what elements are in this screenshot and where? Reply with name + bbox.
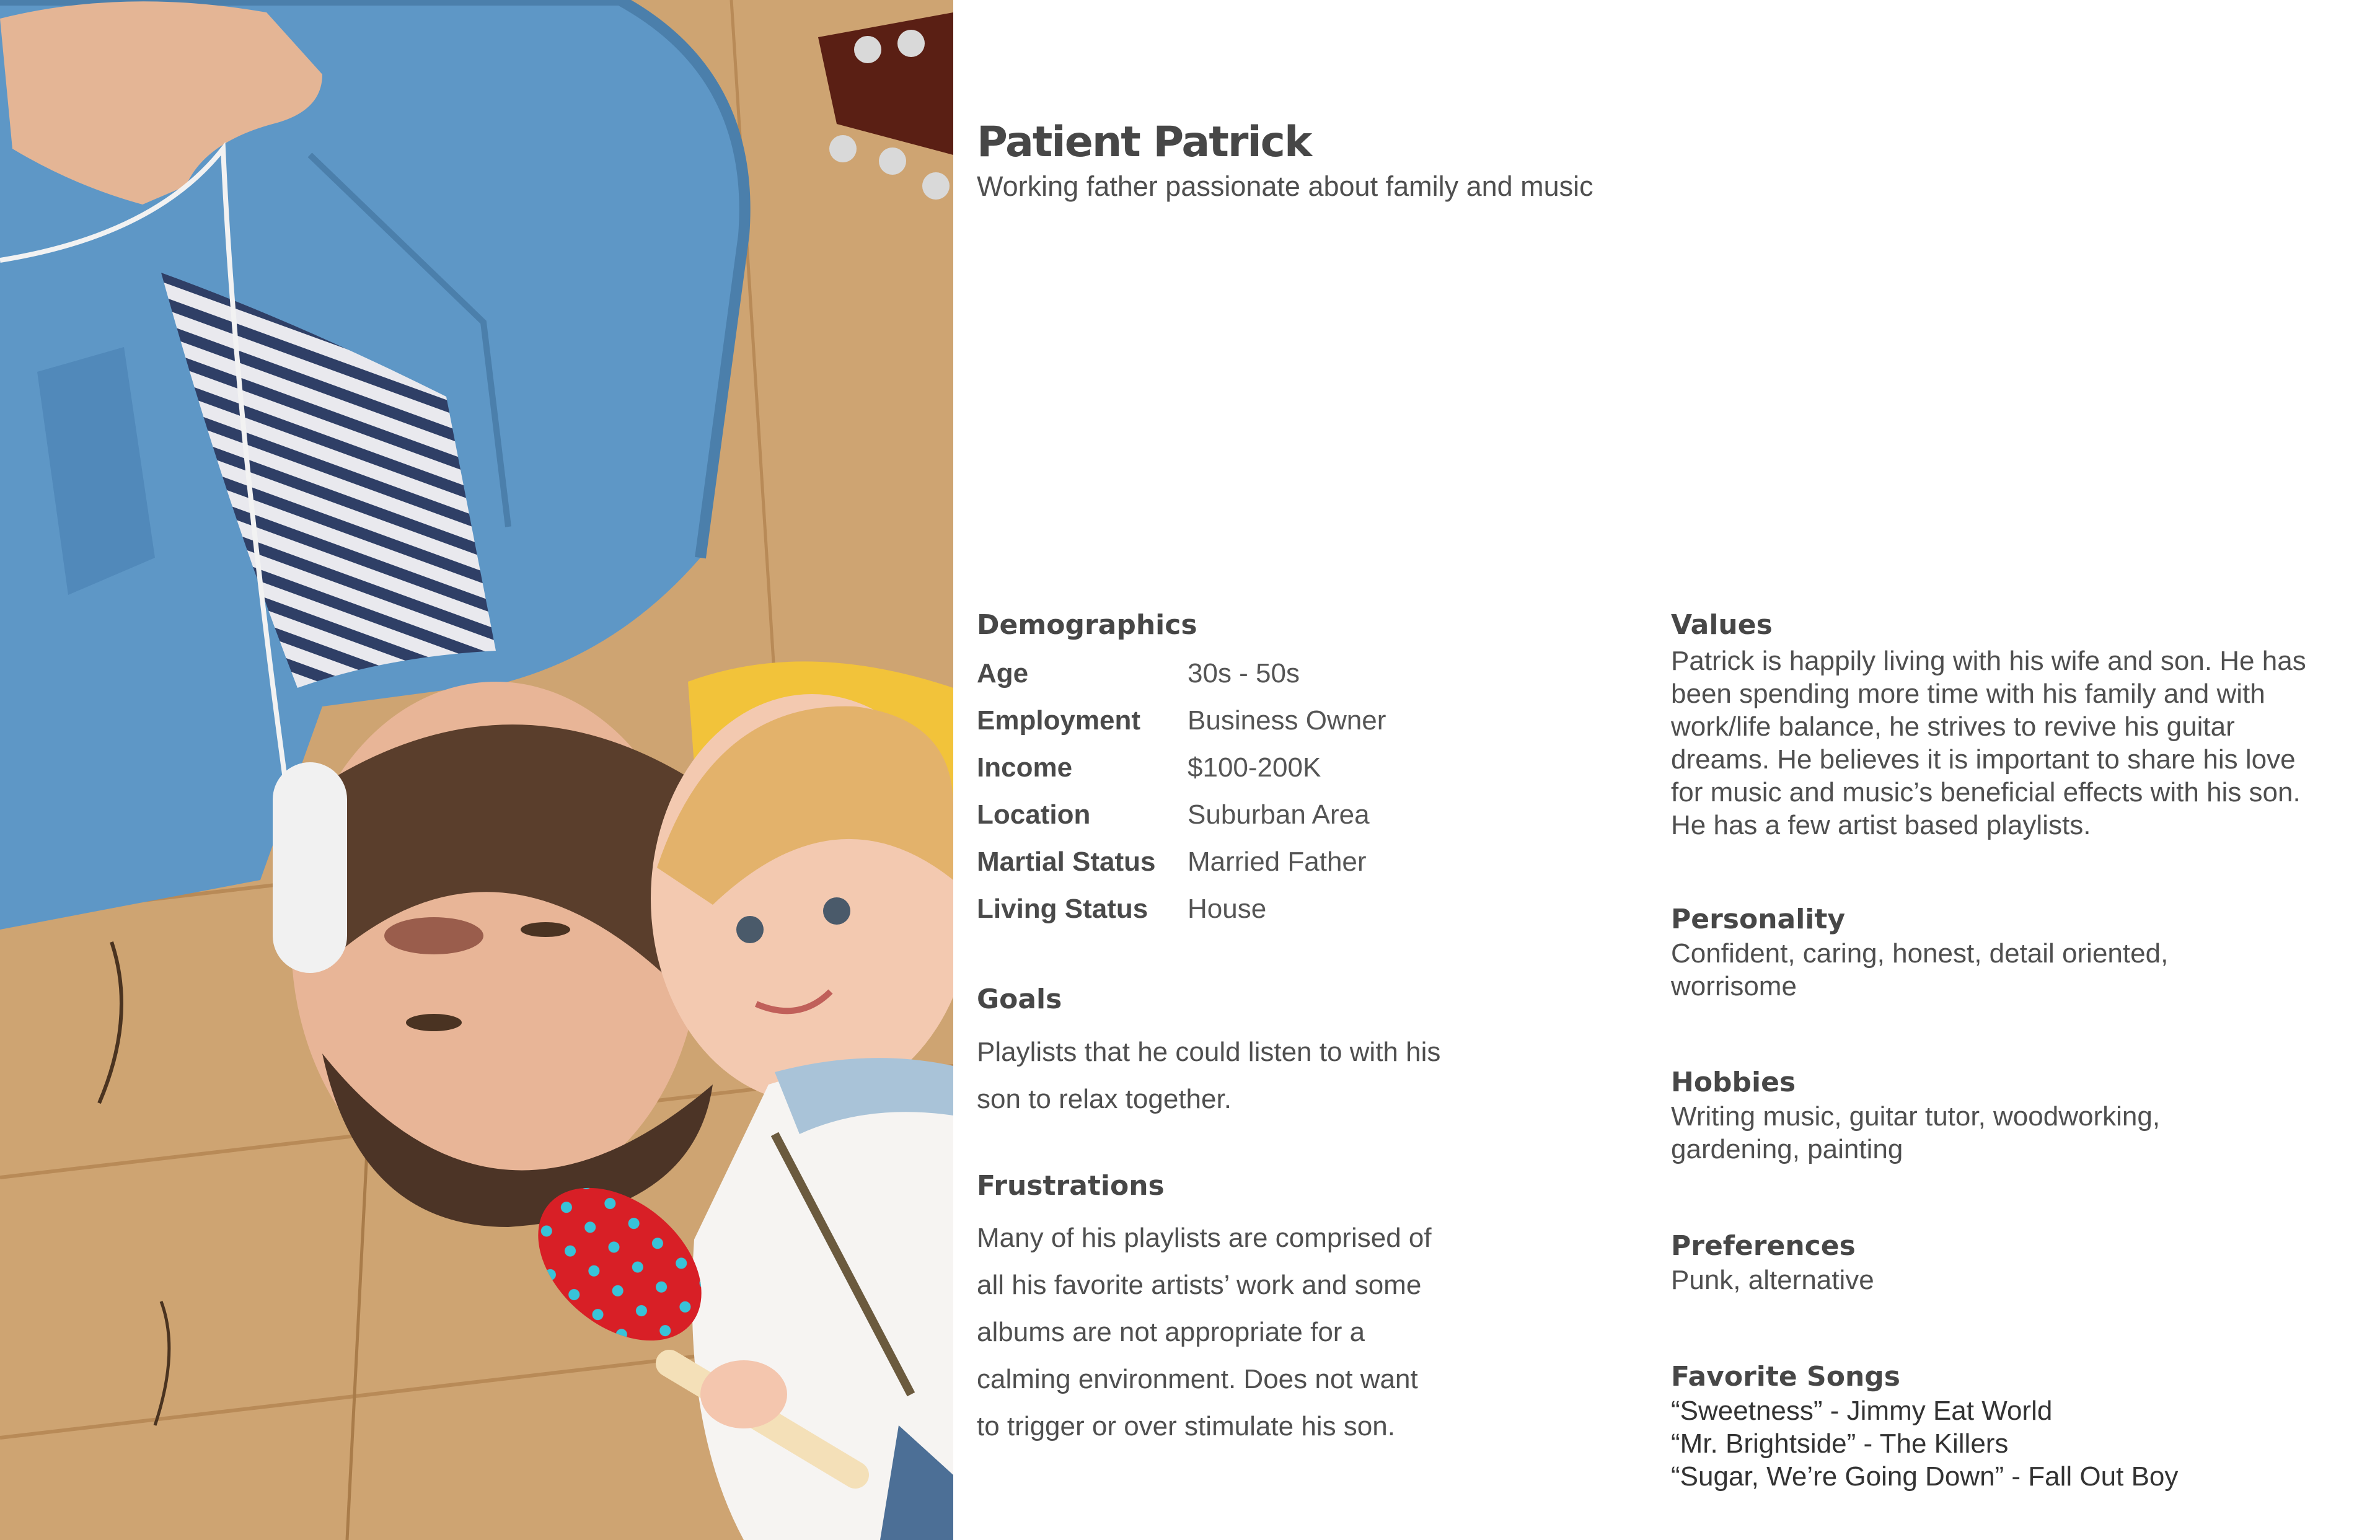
goals-heading: Goals [977, 983, 1062, 1015]
hobbies-heading: Hobbies [1671, 1067, 1796, 1098]
demographic-row-living-status [977, 891, 1510, 938]
demographic-label: Age [977, 658, 1029, 689]
demographic-row-marital-status [977, 843, 1510, 891]
demographic-value: Married Father [1188, 847, 1367, 877]
persona-photo-illustration [0, 0, 953, 1540]
persona-tagline: Working father passionate about family and music [977, 170, 1593, 202]
demographics-list [977, 655, 1510, 938]
song-item: “Sweetness” - Jimmy Eat World [1671, 1396, 2053, 1426]
demographic-value: Business Owner [1188, 705, 1386, 736]
song-item: “Mr. Brightside” - The Killers [1671, 1428, 2009, 1459]
goals-text: Playlists that he could listen to with his son to relax together. [977, 1037, 1441, 1114]
demographic-label: Living Status [977, 894, 1148, 924]
favorite-songs-heading: Favorite Songs [1671, 1361, 1900, 1393]
frustrations-text: Many of his playlists are comprised of all his favorite artists’ work and some albums are not appropriate for a calming environment. Does not want to trigger or over stimulate his son. [977, 1223, 1432, 1441]
preferences-heading: Preferences [1671, 1230, 1856, 1262]
demographics-heading: Demographics [977, 609, 1197, 641]
demographic-value: $100-200K [1188, 752, 1321, 783]
demographic-value: 30s - 50s [1188, 658, 1300, 689]
values-text: Patrick is happily living with his wife and son. He has been spending more time with his family and with work/life balance, he strives to revive his guitar dreams. He believes it is important to share his love for music and music’s beneficial effects with his son. He has a few artist based playlists. [1671, 646, 2306, 840]
demographic-label: Martial Status [977, 847, 1156, 877]
personality-text: Confident, caring, honest, detail oriented, worrisome [1671, 938, 2169, 1001]
song-item: “Sugar, We’re Going Down” - Fall Out Boy [1671, 1461, 2179, 1492]
demographic-row-location [977, 796, 1510, 843]
demographic-row-income [977, 749, 1510, 796]
demographic-label: Income [977, 752, 1073, 783]
demographic-value: House [1188, 894, 1267, 924]
demographic-value: Suburban Area [1188, 799, 1370, 830]
demographic-row-age [977, 655, 1510, 702]
demographic-label: Employment [977, 705, 1141, 736]
persona-photo [0, 0, 953, 1540]
values-heading: Values [1671, 609, 1773, 641]
demographic-label: Location [977, 799, 1091, 830]
frustrations-heading: Frustrations [977, 1170, 1165, 1202]
personality-heading: Personality [1671, 904, 1846, 935]
hobbies-text: Writing music, guitar tutor, woodworking, gardening, painting [1671, 1101, 2161, 1164]
favorite-songs-list [1671, 1394, 2178, 1493]
demographic-row-employment [977, 702, 1510, 749]
preferences-text: Punk, alternative [1671, 1265, 1874, 1295]
persona-name: Patient Patrick [977, 118, 1311, 167]
